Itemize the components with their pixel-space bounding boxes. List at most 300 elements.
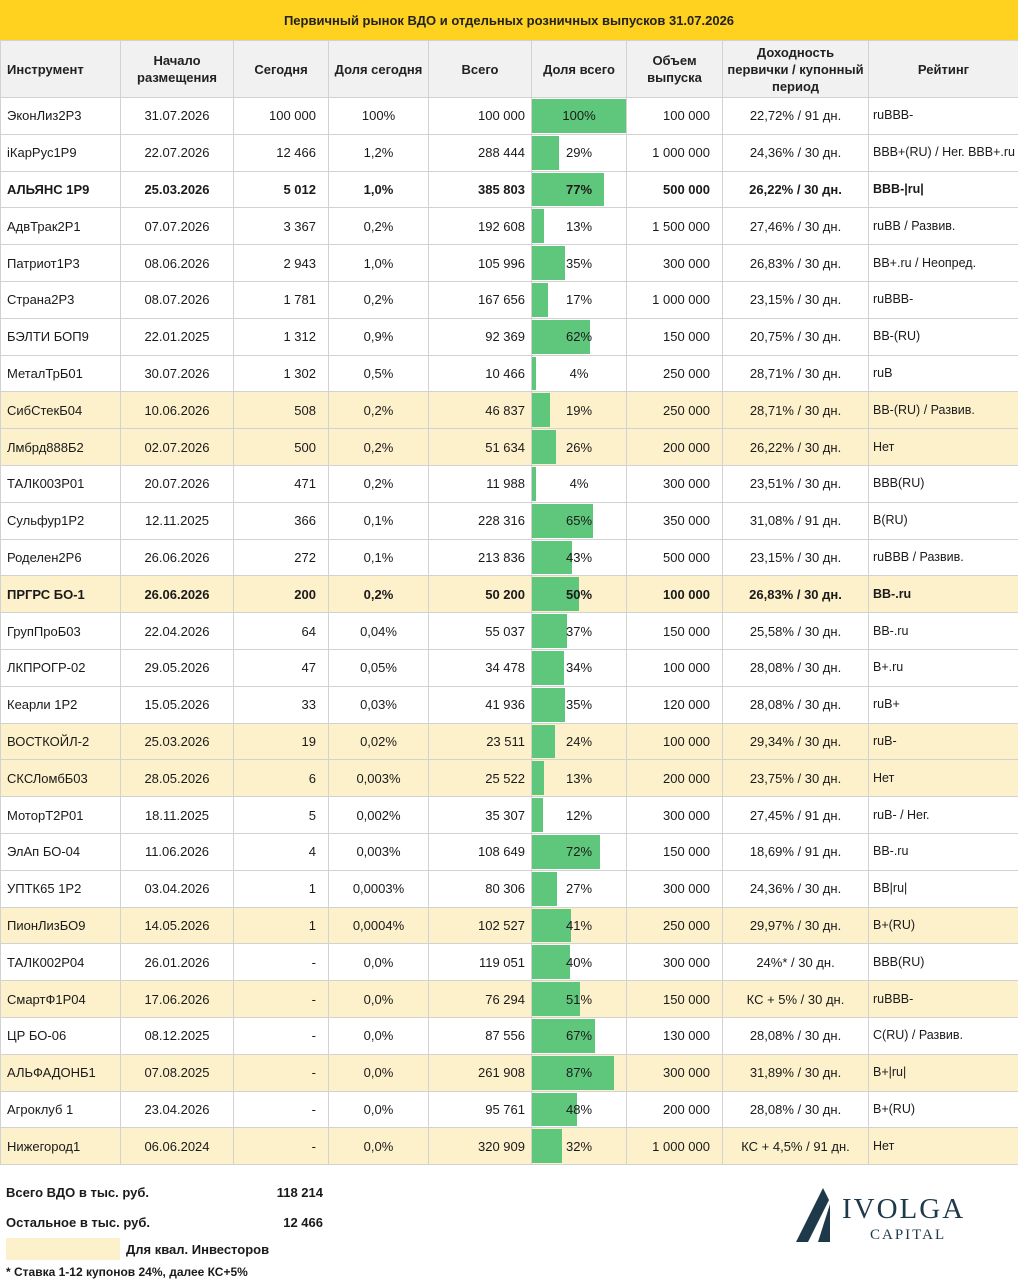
cell-rating: BBB-|ru| [869,171,1018,208]
share-total-label: 67% [565,1028,593,1044]
table-row [1,502,1018,539]
table-row [1,245,1018,282]
cell-instrument: АЛЬЯНС 1Р9 [1,171,121,208]
share-total-label: 32% [565,1138,593,1154]
cell-share-today: 100% [329,98,429,135]
cell-start-date: 22.04.2026 [121,613,234,650]
cell-instrument: ЦР БО-06 [1,1017,121,1054]
cell-start-date: 30.07.2026 [121,355,234,392]
cell-total: 10 466 [429,355,532,392]
table-row [1,1017,1018,1054]
cell-instrument: УПТК65 1Р2 [1,870,121,907]
share-total-label: 65% [565,513,593,529]
cell-yield: 26,83% / 30 дн. [723,576,869,613]
cell-today: 200 [234,576,329,613]
cell-today: 5 [234,797,329,834]
share-total-label: 4% [569,476,589,492]
cell-total: 288 444 [429,134,532,171]
table-row [1,613,1018,650]
cell-share-today: 0,5% [329,355,429,392]
share-total-label: 4% [569,365,589,381]
cell-volume: 1 000 000 [627,281,723,318]
header-start-date: Начало размещения [121,41,234,98]
summary-other [6,1215,323,1230]
cell-share-today: 0,002% [329,797,429,834]
cell-yield: 28,71% / 30 дн. [723,355,869,392]
share-total-bar [532,246,565,280]
cell-share-today: 0,0% [329,944,429,981]
cell-start-date: 07.07.2026 [121,208,234,245]
cell-share-total [532,502,627,539]
table-row [1,576,1018,613]
cell-instrument: ПионЛизБО9 [1,907,121,944]
cell-rating: ruBBB / Развив. [869,539,1018,576]
cell-instrument: МоторТ2Р01 [1,797,121,834]
cell-share-total [532,1091,627,1128]
cell-rating: B+|ru| [869,1054,1018,1091]
cell-today: 1 781 [234,281,329,318]
cell-total: 213 836 [429,539,532,576]
cell-instrument: Сульфур1Р2 [1,502,121,539]
cell-share-today: 0,0003% [329,870,429,907]
cell-share-total [532,1054,627,1091]
header-rating: Рейтинг [869,41,1018,98]
cell-yield: 28,71% / 30 дн. [723,392,869,429]
cell-total: 100 000 [429,98,532,135]
cell-share-total [532,171,627,208]
cell-start-date: 12.11.2025 [121,502,234,539]
cell-yield: 24,36% / 30 дн. [723,134,869,171]
cell-rating: B(RU) [869,502,1018,539]
cell-rating: BB-.ru [869,613,1018,650]
cell-share-today: 1,2% [329,134,429,171]
cell-total: 119 051 [429,944,532,981]
cell-share-total [532,281,627,318]
cell-instrument: Роделен2Р6 [1,539,121,576]
cell-share-today: 0,0% [329,1054,429,1091]
cell-yield: 26,83% / 30 дн. [723,245,869,282]
cell-share-today: 0,05% [329,649,429,686]
table-row [1,134,1018,171]
cell-instrument: ЭлАп БО-04 [1,833,121,870]
cell-share-total [532,797,627,834]
cell-instrument: ПРГРС БО-1 [1,576,121,613]
cell-volume: 100 000 [627,98,723,135]
cell-share-today: 0,2% [329,429,429,466]
cell-share-total [532,355,627,392]
cell-total: 51 634 [429,429,532,466]
cell-start-date: 23.04.2026 [121,1091,234,1128]
cell-volume: 200 000 [627,1091,723,1128]
cell-share-total [532,907,627,944]
cell-total: 108 649 [429,833,532,870]
cell-share-total [532,944,627,981]
cell-rating: C(RU) / Развив. [869,1017,1018,1054]
cell-volume: 300 000 [627,245,723,282]
cell-yield: 28,08% / 30 дн. [723,1017,869,1054]
cell-today: 19 [234,723,329,760]
cell-volume: 300 000 [627,944,723,981]
cell-yield: 23,15% / 30 дн. [723,281,869,318]
cell-rating: B+(RU) [869,1091,1018,1128]
share-total-label: 35% [565,697,593,713]
cell-rating: Нет [869,429,1018,466]
cell-total: 228 316 [429,502,532,539]
cell-volume: 130 000 [627,1017,723,1054]
table-row [1,723,1018,760]
cell-today: 5 012 [234,171,329,208]
table-row [1,98,1018,135]
share-total-label: 35% [565,255,593,271]
share-total-label: 37% [565,623,593,639]
cell-start-date: 11.06.2026 [121,833,234,870]
cell-volume: 350 000 [627,502,723,539]
cell-yield: 28,08% / 30 дн. [723,686,869,723]
table-row [1,208,1018,245]
header-share-total: Доля всего [532,41,627,98]
cell-volume: 300 000 [627,1054,723,1091]
table-row [1,465,1018,502]
cell-start-date: 03.04.2026 [121,870,234,907]
cell-instrument: Лмбрд888Б2 [1,429,121,466]
cell-share-total [532,760,627,797]
cell-instrument: ВОСТКОЙЛ-2 [1,723,121,760]
cell-volume: 120 000 [627,686,723,723]
share-total-bar [532,688,565,722]
cell-share-today: 0,0% [329,1017,429,1054]
table-row [1,1054,1018,1091]
cell-yield: 29,97% / 30 дн. [723,907,869,944]
cell-volume: 250 000 [627,907,723,944]
table-row [1,686,1018,723]
cell-today: - [234,944,329,981]
cell-today: 1 [234,870,329,907]
cell-total: 167 656 [429,281,532,318]
ivolga-capital-logo [790,1180,980,1250]
share-total-label: 48% [565,1101,593,1117]
share-total-label: 17% [565,292,593,308]
share-total-label: 27% [565,881,593,897]
cell-volume: 150 000 [627,981,723,1018]
cell-rating: ruB- [869,723,1018,760]
share-total-label: 51% [565,991,593,1007]
cell-rating: ruBBB- [869,981,1018,1018]
cell-start-date: 26.06.2026 [121,539,234,576]
cell-rating: BBB+(RU) / Нег. BBB+.ru [869,134,1018,171]
table-header-row [1,41,1018,98]
cell-share-total [532,539,627,576]
cell-start-date: 08.06.2026 [121,245,234,282]
share-total-label: 24% [565,733,593,749]
cell-share-total [532,613,627,650]
table-row [1,1091,1018,1128]
share-total-label: 34% [565,660,593,676]
cell-instrument: ГрупПроБ03 [1,613,121,650]
cell-yield: 24%* / 30 дн. [723,944,869,981]
cell-volume: 1 000 000 [627,1128,723,1165]
cell-today: - [234,1091,329,1128]
cell-yield: 25,58% / 30 дн. [723,613,869,650]
cell-share-today: 1,0% [329,171,429,208]
table-row [1,318,1018,355]
cell-rating: ruB- / Нег. [869,797,1018,834]
cell-today: 100 000 [234,98,329,135]
cell-total: 92 369 [429,318,532,355]
cell-yield: 22,72% / 91 дн. [723,98,869,135]
cell-share-total [532,208,627,245]
cell-rating: BB-.ru [869,833,1018,870]
cell-total: 76 294 [429,981,532,1018]
header-volume: Объем выпуска [627,41,723,98]
cell-share-today: 1,0% [329,245,429,282]
cell-volume: 150 000 [627,613,723,650]
summary-total-label: Всего ВДО в тыс. руб. [6,1185,150,1200]
cell-start-date: 28.05.2026 [121,760,234,797]
cell-today: 2 943 [234,245,329,282]
cell-today: 4 [234,833,329,870]
cell-instrument: СКСЛомбБ03 [1,760,121,797]
summary-total-value: 118 214 [276,1185,323,1200]
cell-yield: 27,46% / 30 дн. [723,208,869,245]
summary-total [6,1185,323,1200]
cell-today: - [234,1054,329,1091]
share-total-bar [532,872,557,906]
cell-rating: BBB(RU) [869,944,1018,981]
cell-instrument: Нижегород1 [1,1128,121,1165]
cell-today: - [234,1017,329,1054]
share-total-label: 77% [565,181,593,197]
cell-yield: 24,36% / 30 дн. [723,870,869,907]
cell-share-total [532,98,627,135]
cell-start-date: 22.07.2026 [121,134,234,171]
cell-share-today: 0,2% [329,281,429,318]
cell-start-date: 22.01.2025 [121,318,234,355]
share-total-bar [532,136,559,170]
cell-share-today: 0,2% [329,465,429,502]
cell-rating: BB|ru| [869,870,1018,907]
cell-share-total [532,870,627,907]
cell-rating: ruBBB- [869,98,1018,135]
cell-share-total [532,392,627,429]
cell-rating: B+.ru [869,649,1018,686]
cell-share-total [532,318,627,355]
cell-instrument: Агроклуб 1 [1,1091,121,1128]
cell-share-today: 0,0% [329,1091,429,1128]
share-total-bar [532,467,536,501]
cell-volume: 100 000 [627,649,723,686]
share-total-bar [532,430,556,464]
qual-investor-legend: Для квал. Инвесторов [126,1242,270,1257]
cell-volume: 250 000 [627,392,723,429]
cell-volume: 1 500 000 [627,208,723,245]
table-row [1,1128,1018,1165]
cell-start-date: 25.03.2026 [121,723,234,760]
cell-share-today: 0,2% [329,392,429,429]
cell-today: 33 [234,686,329,723]
cell-rating: BBB(RU) [869,465,1018,502]
cell-volume: 250 000 [627,355,723,392]
cell-instrument: Патриот1Р3 [1,245,121,282]
cell-volume: 300 000 [627,465,723,502]
cell-start-date: 26.01.2026 [121,944,234,981]
cell-today: 6 [234,760,329,797]
share-total-bar [532,651,564,685]
cell-total: 95 761 [429,1091,532,1128]
cell-instrument: Кеарли 1Р2 [1,686,121,723]
cell-start-date: 10.06.2026 [121,392,234,429]
share-total-label: 87% [565,1065,593,1081]
logo-text-ivolga: IVOLGA [842,1193,966,1225]
cell-instrument: Страна2Р3 [1,281,121,318]
cell-start-date: 08.07.2026 [121,281,234,318]
cell-start-date: 18.11.2025 [121,797,234,834]
cell-today: 3 367 [234,208,329,245]
share-total-label: 13% [565,770,593,786]
cell-volume: 300 000 [627,797,723,834]
share-total-bar [532,761,544,795]
cell-instrument: ЛКПРОГР-02 [1,649,121,686]
cell-start-date: 06.06.2024 [121,1128,234,1165]
cell-start-date: 17.06.2026 [121,981,234,1018]
cell-instrument: БЭЛТИ БОП9 [1,318,121,355]
cell-yield: 28,08% / 30 дн. [723,1091,869,1128]
table-row [1,281,1018,318]
cell-today: 47 [234,649,329,686]
cell-share-today: 0,04% [329,613,429,650]
cell-yield: 23,51% / 30 дн. [723,465,869,502]
cell-rating: ruBBB- [869,281,1018,318]
header-today: Сегодня [234,41,329,98]
cell-yield: 29,34% / 30 дн. [723,723,869,760]
cell-instrument: СибСтекБ04 [1,392,121,429]
share-total-label: 50% [565,586,593,602]
share-total-label: 19% [565,402,593,418]
cell-total: 35 307 [429,797,532,834]
cell-yield: 20,75% / 30 дн. [723,318,869,355]
cell-instrument: АдвТрак2Р1 [1,208,121,245]
share-total-bar [532,357,536,391]
share-total-bar [532,725,555,759]
cell-share-total [532,1017,627,1054]
cell-total: 46 837 [429,392,532,429]
table-row [1,981,1018,1018]
cell-volume: 200 000 [627,760,723,797]
cell-total: 55 037 [429,613,532,650]
cell-share-total [532,429,627,466]
cell-volume: 500 000 [627,171,723,208]
table-row [1,797,1018,834]
cell-yield: 27,45% / 91 дн. [723,797,869,834]
cell-total: 50 200 [429,576,532,613]
cell-start-date: 26.06.2026 [121,576,234,613]
cell-rating: BB-(RU) / Развив. [869,392,1018,429]
cell-today: 64 [234,613,329,650]
footnote: * Ставка 1-12 купонов 24%, далее КС+5% [6,1265,248,1279]
cell-volume: 200 000 [627,429,723,466]
cell-start-date: 20.07.2026 [121,465,234,502]
share-total-bar [532,1129,562,1163]
cell-volume: 500 000 [627,539,723,576]
logo-text-capital: CAPITAL [870,1227,947,1243]
table-row [1,760,1018,797]
cell-yield: 23,75% / 30 дн. [723,760,869,797]
table-row [1,649,1018,686]
cell-instrument: ТАЛК002Р04 [1,944,121,981]
summary-other-value: 12 466 [283,1215,323,1230]
cell-start-date: 08.12.2025 [121,1017,234,1054]
share-total-label: 12% [565,807,593,823]
cell-share-today: 0,02% [329,723,429,760]
cell-start-date: 25.03.2026 [121,171,234,208]
qual-investor-swatch [6,1238,120,1260]
cell-yield: КС + 4,5% / 91 дн. [723,1128,869,1165]
cell-start-date: 29.05.2026 [121,649,234,686]
cell-today: 1 [234,907,329,944]
cell-share-total [532,833,627,870]
cell-start-date: 02.07.2026 [121,429,234,466]
cell-share-total [532,649,627,686]
cell-share-today: 0,2% [329,208,429,245]
cell-today: 471 [234,465,329,502]
cell-volume: 300 000 [627,870,723,907]
cell-today: 12 466 [234,134,329,171]
cell-today: 272 [234,539,329,576]
share-total-bar [532,614,567,648]
cell-yield: 23,15% / 30 дн. [723,539,869,576]
cell-start-date: 07.08.2025 [121,1054,234,1091]
share-total-label: 41% [565,917,593,933]
table-row [1,539,1018,576]
cell-today: 500 [234,429,329,466]
cell-instrument: АЛЬФАДОНБ1 [1,1054,121,1091]
table-row [1,907,1018,944]
cell-share-today: 0,9% [329,318,429,355]
cell-share-total [532,723,627,760]
cell-volume: 1 000 000 [627,134,723,171]
share-total-bar [532,283,548,317]
share-total-bar [532,909,571,943]
cell-share-total [532,981,627,1018]
cell-total: 23 511 [429,723,532,760]
cell-rating: BB+.ru / Неопред. [869,245,1018,282]
cell-rating: ruB [869,355,1018,392]
cell-total: 385 803 [429,171,532,208]
cell-total: 261 908 [429,1054,532,1091]
share-total-bar [532,798,543,832]
cell-share-today: 0,1% [329,539,429,576]
share-total-label: 40% [565,954,593,970]
share-total-label: 72% [565,844,593,860]
share-total-label: 29% [565,145,593,161]
cell-volume: 100 000 [627,576,723,613]
cell-share-today: 0,1% [329,502,429,539]
cell-share-total [532,686,627,723]
share-total-label: 62% [565,329,593,345]
share-total-label: 43% [565,549,593,565]
report-title: Первичный рынок ВДО и отдельных розничных выпусков 31.07.2026 [0,0,1018,40]
cell-total: 102 527 [429,907,532,944]
cell-today: 1 312 [234,318,329,355]
cell-rating: Нет [869,1128,1018,1165]
cell-total: 80 306 [429,870,532,907]
cell-rating: BB-(RU) [869,318,1018,355]
cell-rating: BB-.ru [869,576,1018,613]
table-row [1,429,1018,466]
cell-total: 87 556 [429,1017,532,1054]
cell-yield: 18,69% / 91 дн. [723,833,869,870]
cell-share-total [532,465,627,502]
cell-share-total [532,134,627,171]
